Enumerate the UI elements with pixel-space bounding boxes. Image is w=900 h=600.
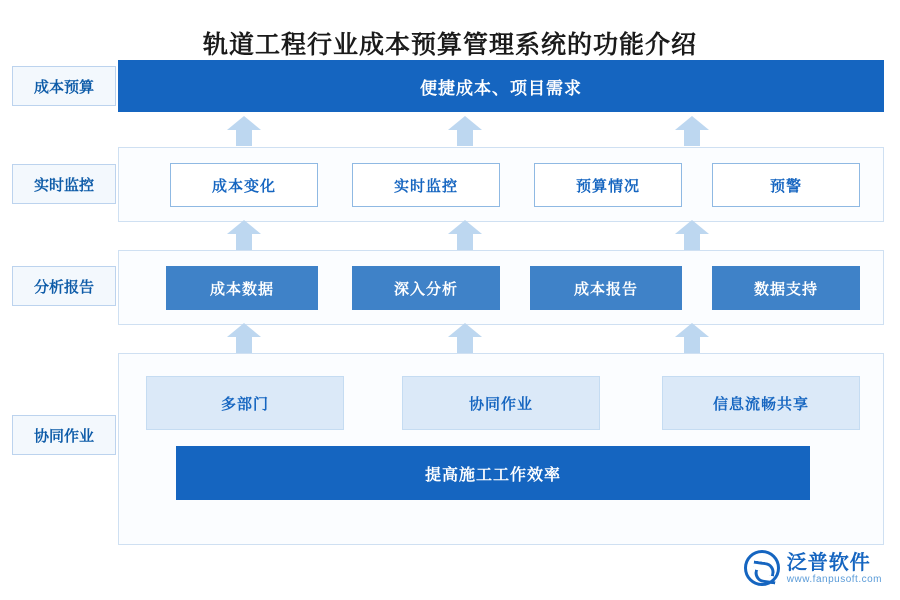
cell-multi-department[interactable]: 多部门 — [146, 376, 344, 430]
row-label-cost-budget: 成本预算 — [12, 66, 116, 106]
arrow-up-icon — [227, 220, 261, 250]
brand-mark-icon — [744, 550, 780, 586]
cell-real-time-monitoring[interactable]: 实时监控 — [352, 163, 500, 207]
arrow-up-icon — [448, 220, 482, 250]
diagram-canvas — [0, 60, 900, 560]
arrow-up-icon — [448, 323, 482, 353]
banner-cost-budget: 便捷成本、项目需求 — [118, 60, 884, 112]
brand-name: 泛普软件 — [786, 551, 871, 574]
cell-cost-data[interactable]: 成本数据 — [166, 266, 318, 310]
arrow-up-icon — [675, 220, 709, 250]
cell-deep-analysis[interactable]: 深入分析 — [352, 266, 500, 310]
arrow-up-icon — [675, 323, 709, 353]
cell-early-warning[interactable]: 预警 — [712, 163, 860, 207]
row-label-collaboration: 协同作业 — [12, 415, 116, 455]
cell-information-sharing[interactable]: 信息流畅共享 — [662, 376, 860, 430]
row-label-monitoring: 实时监控 — [12, 164, 116, 204]
page-title: 轨道工程行业成本预算管理系统的功能介绍 — [202, 31, 697, 59]
cell-data-support[interactable]: 数据支持 — [712, 266, 860, 310]
brand-logo — [744, 550, 882, 586]
cell-cost-change[interactable]: 成本变化 — [170, 163, 318, 207]
cell-cost-report[interactable]: 成本报告 — [530, 266, 682, 310]
brand-text — [787, 552, 882, 585]
brand-url: www.fanpusoft.com — [786, 573, 882, 585]
cell-budget-status[interactable]: 预算情况 — [534, 163, 682, 207]
cell-collaborative-work[interactable]: 协同作业 — [402, 376, 600, 430]
arrow-up-icon — [448, 116, 482, 146]
arrow-up-icon — [227, 116, 261, 146]
cell-improve-efficiency[interactable]: 提高施工工作效率 — [176, 446, 810, 500]
row-label-analysis: 分析报告 — [12, 266, 116, 306]
arrow-up-icon — [675, 116, 709, 146]
arrow-up-icon — [227, 323, 261, 353]
